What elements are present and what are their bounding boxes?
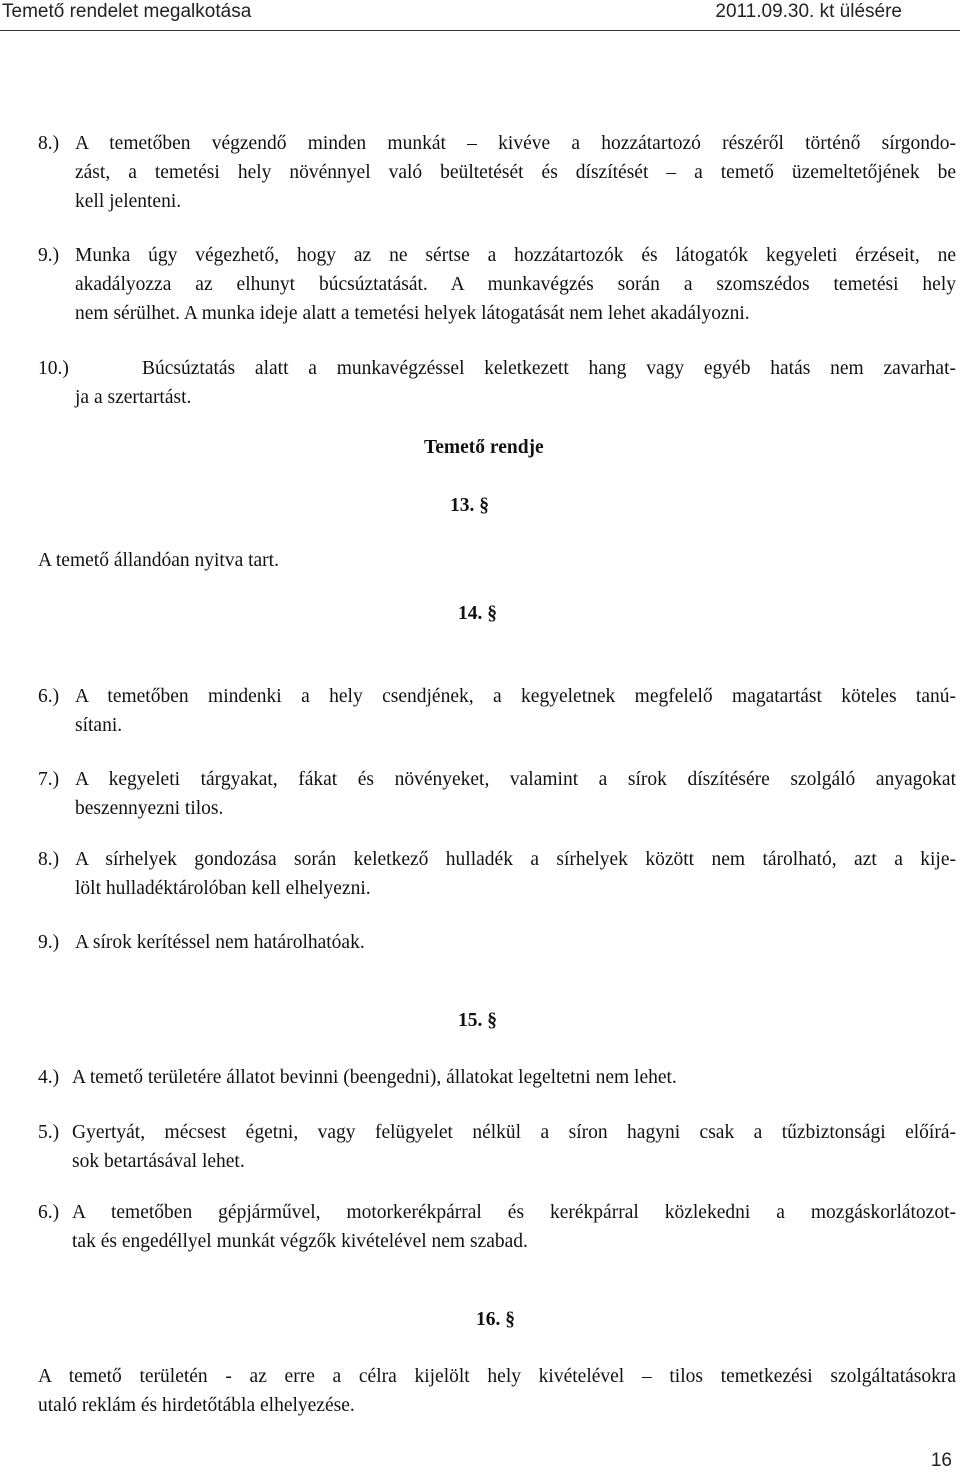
item-line: kell jelenteni.	[75, 191, 182, 212]
section-16-text	[38, 1362, 956, 1420]
item-line: sok betartásával lehet.	[72, 1151, 245, 1172]
item-line: Munka úgy végezhető, hogy az ne sértse a hozzátartozók és látogatók kegyeleti érzéseit, ne	[75, 245, 956, 266]
item-number: 6.)	[38, 1202, 60, 1223]
page-header	[0, 0, 960, 31]
item-line: sítani.	[75, 715, 123, 736]
section-13-heading: 13. §	[450, 495, 489, 516]
item-number: 8.)	[38, 133, 60, 154]
item-number: 7.)	[38, 769, 60, 790]
item-line: A kegyeleti tárgyakat, fákat és növényeket, valamint a sírok díszítésére szolgáló anyagokat	[75, 769, 956, 790]
item-line: A temetőben gépjárművel, motorkerékpárral és kerékpárral közlekedni a mozgáskorlátozot-	[72, 1202, 956, 1223]
header-title: Temető rendelet megalkotása	[2, 1, 252, 22]
paragraph-line: A temető területén - az erre a célra kijelölt hely kivételével – tilos temetkezési szolgáltatásokra	[38, 1366, 956, 1387]
list-item	[38, 845, 956, 903]
list-item	[38, 354, 956, 412]
item-line: A temető területére állatot bevinni (beengedni), állatokat legeltetni nem lehet.	[72, 1067, 677, 1088]
item-line: Gyertyát, mécsest égetni, vagy felügyelet nélkül a síron hagyni csak a tűzbiztonsági előírá-	[72, 1122, 956, 1143]
item-line: A temetőben mindenki a hely csendjének, a kegyeletnek megfelelő magatartást köteles tanú-	[75, 686, 956, 707]
section-15-heading: 15. §	[458, 1010, 497, 1031]
item-line: zást, a temetési hely növénnyel való beültetését és díszítését – a temető üzemeltetőjének be	[75, 162, 956, 183]
list-item	[38, 1198, 956, 1256]
section-14-heading: 14. §	[458, 603, 497, 624]
section-title: Temető rendje	[424, 437, 544, 458]
item-number: 9.)	[38, 245, 60, 266]
item-number: 10.)	[38, 358, 69, 379]
item-line: tak és engedéllyel munkát végzők kivételével nem szabad.	[72, 1231, 528, 1252]
list-item	[38, 1118, 956, 1176]
item-line: A sírhelyek gondozása során keletkező hulladék a sírhelyek között nem tárolható, azt a kije-	[75, 849, 956, 870]
list-item	[38, 129, 956, 216]
paragraph-line: utaló reklám és hirdetőtábla elhelyezése.	[38, 1395, 355, 1416]
item-number: 6.)	[38, 686, 60, 707]
section-13-text: A temető állandóan nyitva tart.	[38, 550, 279, 571]
item-number: 9.)	[38, 932, 60, 953]
item-line: lölt hulladéktárolóban kell elhelyezni.	[75, 878, 371, 899]
item-line: A sírok kerítéssel nem határolhatóak.	[75, 932, 365, 953]
page-number: 16	[930, 1450, 952, 1471]
item-line: beszennyezni tilos.	[75, 798, 224, 819]
list-item	[38, 928, 956, 957]
item-line: A temetőben végzendő minden munkát – kivéve a hozzátartozó részéről történő sírgondo-	[75, 133, 956, 154]
item-line: Búcsúztatás alatt a munkavégzéssel keletkezett hang vagy egyéb hatás nem zavarhat-	[142, 358, 956, 379]
section-16-heading: 16. §	[476, 1309, 515, 1330]
item-number: 8.)	[38, 849, 60, 870]
item-number: 5.)	[38, 1122, 60, 1143]
item-line: nem sérülhet. A munka ideje alatt a temetési helyek látogatását nem lehet akadályozni.	[75, 303, 750, 324]
list-item	[38, 1063, 956, 1092]
header-date: 2011.09.30. kt ülésére	[715, 1, 902, 22]
list-item	[38, 241, 956, 328]
item-line: ja a szertartást.	[75, 387, 192, 408]
list-item	[38, 682, 956, 740]
item-line: akadályozza az elhunyt búcsúztatását. A munkavégzés során a szomszédos temetési hely	[75, 274, 956, 295]
item-number: 4.)	[38, 1067, 60, 1088]
list-item	[38, 765, 956, 823]
